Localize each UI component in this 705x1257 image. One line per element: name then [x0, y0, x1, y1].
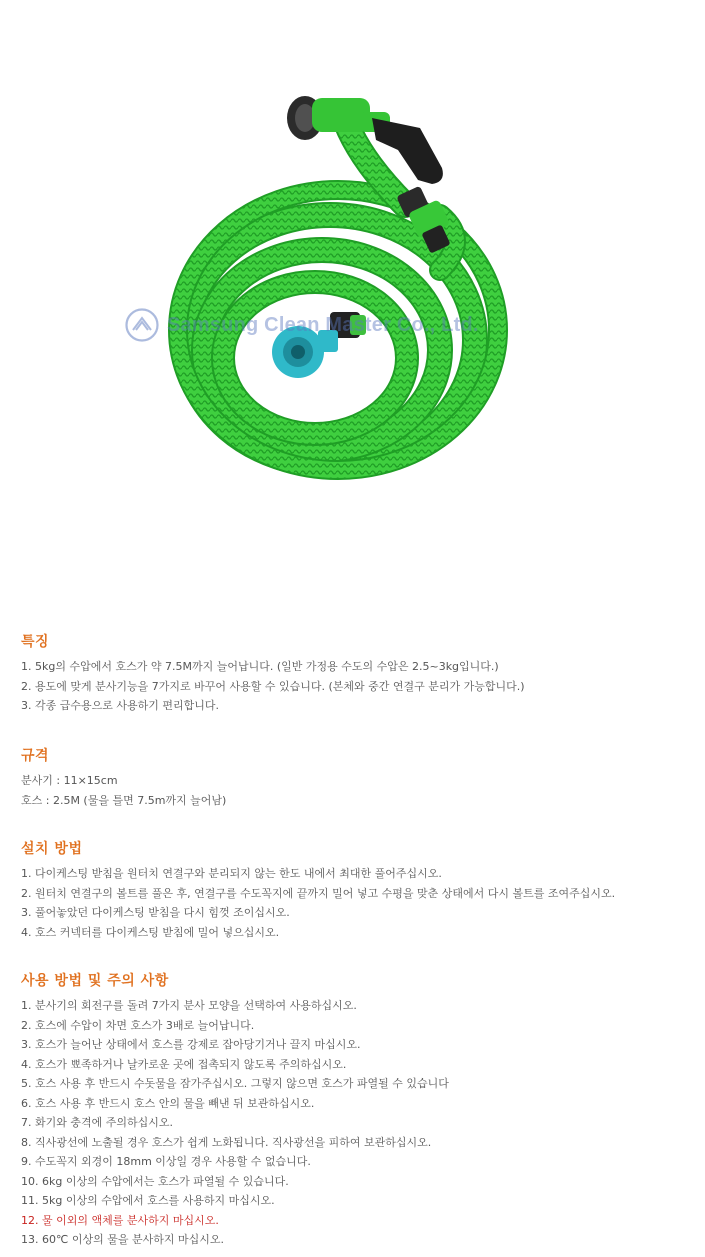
specs-section: [21, 745, 701, 810]
list-item: 4. 호스가 뾰족하거나 날카로운 곳에 접촉되지 않도록 주의하십시오.: [21, 1057, 347, 1071]
list-item: 1. 분사기의 회전구를 돌려 7가지 분사 모양을 선택하여 사용하십시오.: [21, 999, 357, 1012]
company-seal-icon: [125, 308, 159, 342]
list-item: 9. 수도꼭지 외경이 18mm 이상일 경우 사용할 수 없습니다.: [21, 1155, 311, 1168]
watermark-text: Samsung Clean Master Co., Ltd.: [167, 313, 479, 336]
watermark: [125, 308, 479, 342]
list-item: 10. 6kg 이상의 수압에서는 호스가 파열될 수 있습니다.: [21, 1174, 289, 1188]
install-section: [21, 838, 701, 942]
specs-heading: 규격: [21, 748, 50, 764]
usage-list: [21, 996, 701, 1250]
hose-illustration: [0, 0, 705, 610]
list-item: 2. 용도에 맞게 분사기능을 7가지로 바꾸어 사용할 수 있습니다. (본체와 중간 연결구 분리가 가능합니다.): [21, 679, 525, 693]
list-item: 11. 5kg 이상의 수압에서 호스를 사용하지 마십시오.: [21, 1194, 275, 1207]
list-item: 3. 풀어놓았던 다이케스팅 받침을 다시 힘껏 조이십시오.: [21, 906, 290, 919]
install-list: [21, 864, 701, 942]
list-item: 8. 직사광선에 노출될 경우 호스가 쉽게 노화됩니다. 직사광선을 피하여 보관하십시오.: [21, 1135, 432, 1149]
list-item: 7. 화기와 충격에 주의하십시오.: [21, 1116, 173, 1129]
usage-section: [21, 970, 701, 1250]
list-item: 분사기 : 11×15cm: [21, 774, 118, 787]
product-image: [0, 0, 705, 610]
list-item: 2. 호스에 수압이 차면 호스가 3배로 늘어납니다.: [21, 1018, 255, 1032]
list-item: 4. 호스 커넥터를 다이케스팅 받침에 밀어 넣으십시오.: [21, 925, 280, 939]
list-item: 6. 호스 사용 후 반드시 호스 안의 물을 빼낸 뒤 보관하십시오.: [21, 1096, 315, 1110]
list-item: 3. 각종 급수용으로 사용하기 편리합니다.: [21, 699, 219, 712]
list-item: 5. 호스 사용 후 반드시 수돗물을 잠가주십시오. 그렇지 않으면 호스가 파열될 수 있습니다: [21, 1077, 449, 1090]
list-item: 3. 호스가 늘어난 상태에서 호스를 강제로 잡아당기거나 끌지 마십시오.: [21, 1038, 361, 1051]
list-item: 2. 원터치 연결구의 볼트를 풀은 후, 연결구를 수도꼭지에 끝까지 밀어 넣고 수평을 맞춘 상태에서 다시 볼트를 조여주십시오.: [21, 886, 616, 900]
install-heading: 설치 방법: [21, 841, 83, 857]
features-heading: 특징: [21, 634, 50, 650]
list-item: 1. 5kg의 수압에서 호스가 약 7.5M까지 늘어납니다. (일반 가정용 수도의 수압은 2.5~3kg입니다.): [21, 660, 499, 673]
usage-heading: 사용 방법 및 주의 사항: [21, 973, 169, 989]
list-item: 1. 다이케스팅 받침을 원터치 연결구와 분리되지 않는 한도 내에서 최대한 풀어주십시오.: [21, 867, 442, 880]
features-section: [21, 631, 701, 716]
warning-list-item: 12. 물 이외의 액체를 분사하지 마십시오.: [21, 1213, 219, 1227]
specs-list: [21, 771, 701, 810]
list-item: 13. 60℃ 이상의 물을 분사하지 마십시오.: [21, 1233, 224, 1246]
features-list: [21, 657, 701, 716]
list-item: 호스 : 2.5M (물을 틀면 7.5m까지 늘어남): [21, 793, 227, 807]
